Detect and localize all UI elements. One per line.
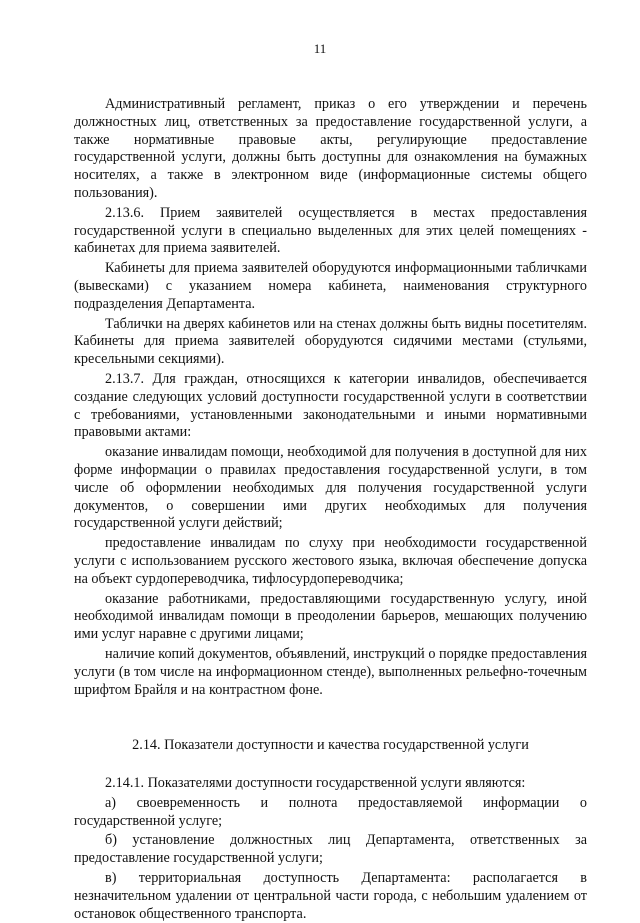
paragraph-assistance-information: оказание инвалидам помощи, необходимой для получения в доступной для них форме информации о правилах предоставления государственной услуги, в том числе об оформлении необходимых для получения государственной услуги документов, о совершении ими других необходимых для получения государственной услуги действий;: [74, 444, 587, 532]
paragraph-barrier-assistance: оказание работниками, предоставляющими государственную услугу, иной необходимой инвалидам помощи в преодолении барьеров, мешающих получению ими услуг наравне с другими лицами;: [74, 590, 587, 643]
paragraph-2-13-6: 2.13.6. Прием заявителей осуществляется в местах предоставления государственной услуги в специально выделенных для этих целей помещениях - кабинетах для приема заявителей.: [74, 204, 587, 257]
paragraph-sign-language: предоставление инвалидам по слуху при необходимости государственной услуги с использованием русского жестового языка, включая обеспечение допуска на объект сурдопереводчика, тифлосурдопереводчика;: [74, 535, 587, 587]
page-body: [74, 96, 587, 923]
paragraph-braille: наличие копий документов, объявлений, инструкций о порядке предоставления услуги (в том числе на информационном стенде), выполненных рельефно-точечным шрифтом Брайля и на контрастном фоне.: [74, 645, 587, 698]
page-number: 11: [313, 41, 327, 56]
paragraph-office-signs: Кабинеты для приема заявителей оборудуются информационными табличками (вывесками) с указанием номера кабинета, наименования структурного подразделения Департамента.: [74, 260, 587, 312]
section-heading-2-14: 2.14. Показатели доступности и качества государственной услуги: [132, 737, 529, 754]
list-item-v: в) территориальная доступность Департамента: располагается в незначительном удалении от центральной части города, с небольшим удалением от остановок общественного транспорта.: [74, 870, 587, 922]
list-item-a: а) своевременность и полнота предоставляемой информации о государственной услуге;: [74, 794, 587, 829]
paragraph-door-plates: Таблички на дверях кабинетов или на стенах должны быть видны посетителям. Кабинеты для приема заявителей оборудуются сидячими местами (стульями, кресельными секциями).: [74, 315, 587, 368]
paragraph-regulation-availability: Административный регламент, приказ о его утверждении и перечень должностных лиц, ответственных за предоставление государственной услуги, а также нормативные правовые акты, регулирующие предоставление государственной услуги, должны быть доступны для ознакомления на бумажных носителях, а также в электронном виде (информационные системы общего пользования).: [74, 96, 587, 201]
paragraph-2-14-1: 2.14.1. Показателями доступности государственной услуги являются:: [105, 775, 526, 792]
list-item-b: б) установление должностных лиц Департамента, ответственных за предоставление государственной услуги;: [74, 832, 587, 867]
paragraph-2-13-7: 2.13.7. Для граждан, относящихся к категории инвалидов, обеспечивается создание следующих условий доступности государственной услуги в соответствии с требованиями, установленными законодательными и иными нормативными правовыми актами:: [74, 370, 587, 441]
